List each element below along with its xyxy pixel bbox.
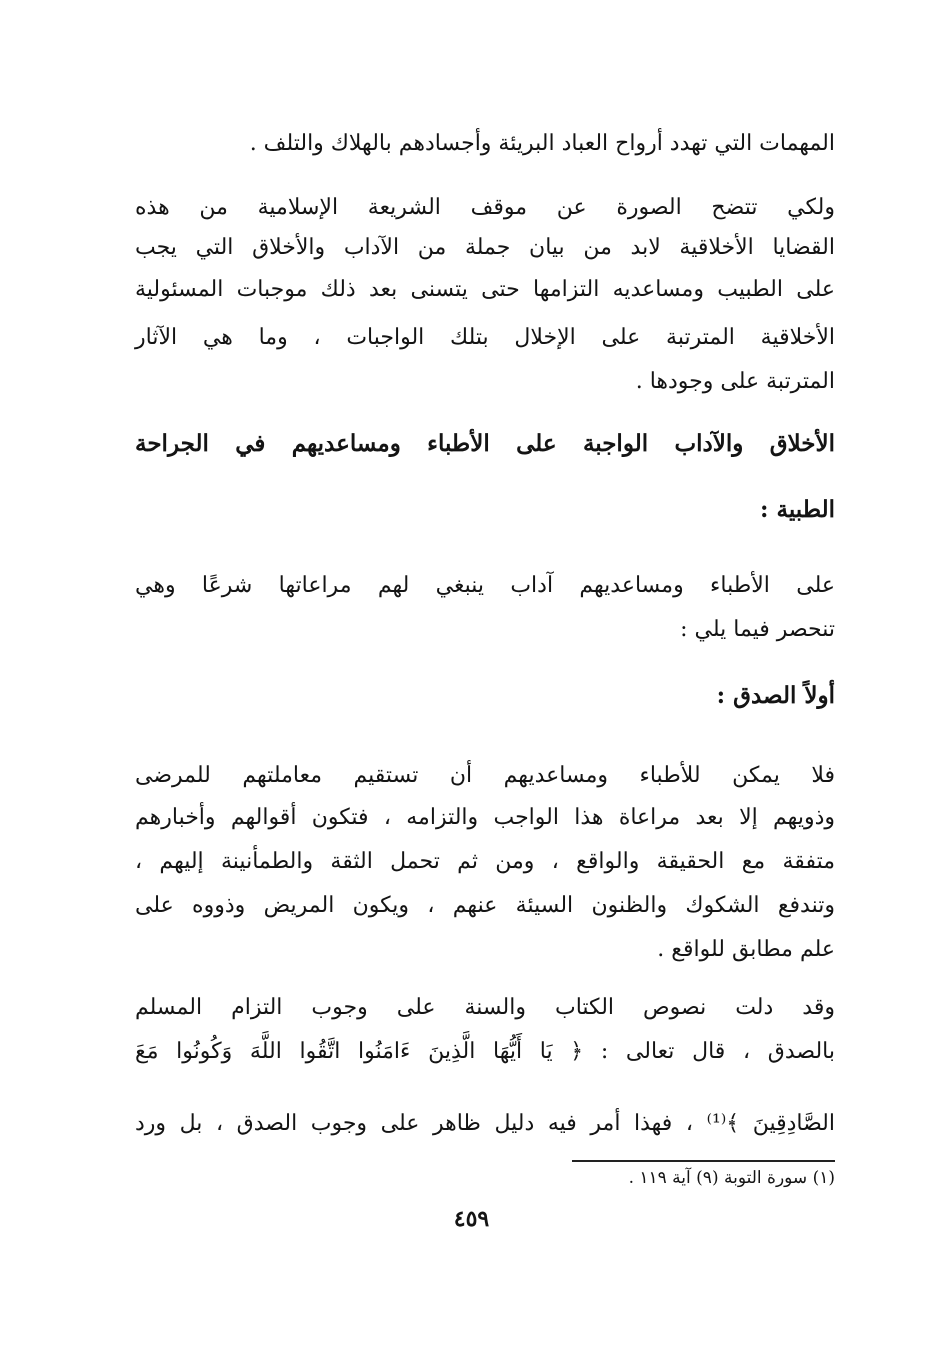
footnote: (١) سورة التوبة (٩) آية ١١٩ . [628, 1168, 835, 1188]
section-heading: الأخلاق والآداب الواجبة على الأطباء ومساعديهم في الجراحة [135, 430, 835, 457]
subheading: أولاً الصدق : [716, 682, 835, 709]
footnote-separator [572, 1160, 835, 1162]
body-line: القضايا الأخلاقية لابد من بيان جملة من الآداب والأخلاق التي يجب [135, 235, 835, 260]
section-heading: الطبية : [760, 496, 835, 523]
body-line: فلا يمكن للأطباء ومساعديهم أن تستقيم معاملتهم للمرضى [135, 763, 835, 788]
body-line: علم مطابق للواقع . [657, 937, 835, 962]
page-number: ٤٥٩ [453, 1206, 490, 1232]
body-line: على الطبيب ومساعديه التزامها حتى يتسنى بعد ذلك موجبات المسئولية [135, 277, 835, 302]
body-line: بالصدق ، قال تعالى : ﴿ يَا أَيُّهَا الَّذِينَ ءَامَنُوا اتَّقُوا اللَّهَ وَكُونُوا مَعَ [135, 1039, 835, 1064]
body-line: ولكي تتضح الصورة عن موقف الشريعة الإسلامية من هذه [135, 195, 835, 220]
body-line: الصَّادِقِينَ ﴾⁽¹⁾ ، فهذا أمر فيه دليل ظاهر على وجوب الصدق ، بل ورد [135, 1111, 835, 1136]
body-line: تنحصر فيما يلي : [680, 617, 835, 642]
body-line: وذويهم إلا بعد مراعاة هذا الواجب والتزامه ، فتكون أقوالهم وأخبارهم [135, 805, 835, 830]
body-line: متفقة مع الحقيقة والواقع ، ومن ثم تحمل الثقة والطمأنينة إليهم ، [135, 849, 835, 874]
body-line: وقد دلت نصوص الكتاب والسنة على وجوب التزام المسلم [135, 995, 835, 1020]
body-line: على الأطباء ومساعديهم آداب ينبغي لهم مراعاتها شرعًا وهي [135, 573, 835, 598]
body-line: الأخلاقية المترتبة على الإخلال بتلك الواجبات ، وما هي الآثار [135, 325, 835, 350]
body-line: المترتبة على وجودها . [635, 369, 835, 394]
body-line: المهمات التي تهدد أرواح العباد البريئة وأجسادهم بالهلاك والتلف . [249, 131, 835, 156]
body-line: وتندفع الشكوك والظنون السيئة عنهم ، ويكون المريض وذووه على [135, 893, 835, 918]
